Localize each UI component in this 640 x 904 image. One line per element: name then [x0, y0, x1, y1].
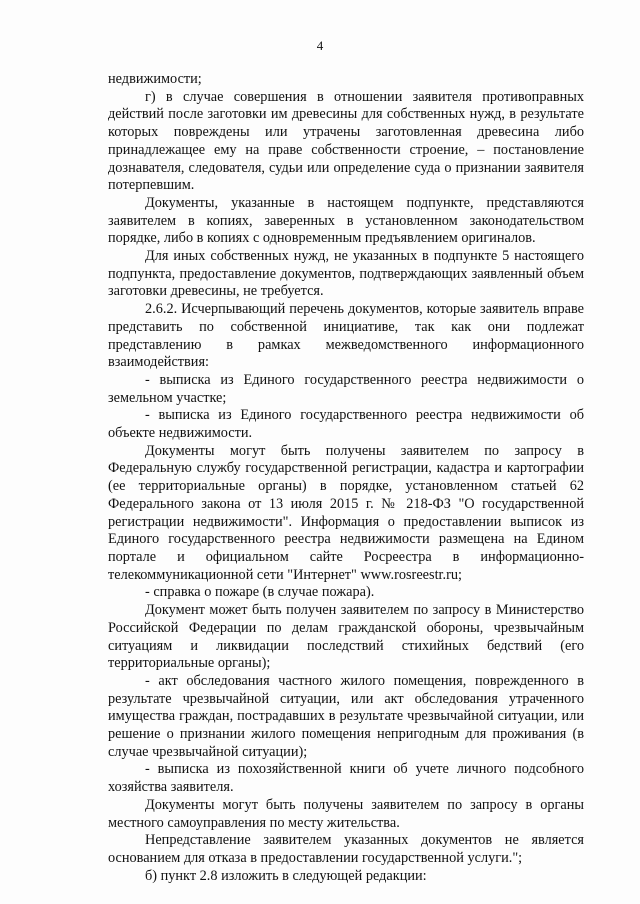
paragraph-2: г) в случае совершения в отношении заявителя противоправных действий после заготовки им древесины для собственных нужд, в результате которых повреждены или утрачены заготовленная древесина либо принадлежащее ему на праве собственности строение, – постановление дознавателя, следователя, судьи или определение суда о признании заявителя потерпевшим.	[108, 88, 584, 194]
page-number: 4	[316, 38, 324, 53]
paragraph-1: недвижимости;	[108, 71, 202, 87]
paragraph-6: - выписка из Единого государственного реестра недвижимости о земельном участке;	[108, 371, 584, 406]
paragraph-7: - выписка из Единого государственного реестра недвижимости об объекте недвижимости.	[108, 407, 584, 442]
document-body	[108, 71, 584, 885]
paragraph-9: - справка о пожаре (в случае пожара).	[145, 584, 375, 601]
paragraph-4: Для иных собственных нужд, не указанных в подпункте 5 настоящего подпункта, предоставление документов, подтверждающих заявленный объем заготовки древесины, не требуется.	[108, 248, 584, 300]
paragraph-5: 2.6.2. Исчерпывающий перечень документов, которые заявитель вправе представить по собственной инициативе, так как они подлежат представлению в рамках межведомственного информационного взаимодействия:	[108, 301, 584, 371]
paragraph-13: Документы могут быть получены заявителем по запросу в органы местного самоуправления по месту жительства.	[108, 796, 584, 831]
paragraph-15: б) пункт 2.8 изложить в следующей редакции:	[145, 867, 427, 884]
paragraph-14: Непредставление заявителем указанных документов не является основанием для отказа в предоставлении государственной услуги.";	[108, 832, 584, 866]
paragraph-10: Документ может быть получен заявителем по запросу в Министерство Российской Федерации по делам гражданской обороны, чрезвычайным ситуациям и ликвидации последствий стихийных бедствий (его территориальные органы);	[108, 602, 584, 672]
paragraph-11: - акт обследования частного жилого помещения, поврежденного в результате чрезвычайной ситуации, или акт обследования утраченного имущества граждан, пострадавших в результате чрезвычайной ситуации, или решение о признании жилого помещения непригодным для проживания (в случае чрезвычайной ситуации);	[108, 672, 584, 760]
paragraph-3: Документы, указанные в настоящем подпункте, представляются заявителем в копиях, заверенных в установленном законодательством порядке, либо в копиях с одновременным предъявлением оригиналов.	[108, 194, 584, 247]
paragraph-8: Документы могут быть получены заявителем по запросу в Федеральную службу государственной регистрации, кадастра и картографии (ее территориальные органы) в порядке, установленном статьей 62 Федерального закона от 13 июля 2015 г. № 218-ФЗ "О государственной регистрации недвижимости". Информация о предоставлении выписок из Единого государственного реестра недвижимости размещена на Едином портале и официальном сайте Росреестра в информационно-телекоммуникационной сети "Интернет" www.rosreestr.ru;	[108, 442, 584, 583]
paragraph-12: - выписка из похозяйственной книги об учете личного подсобного хозяйства заявителя.	[108, 761, 584, 796]
